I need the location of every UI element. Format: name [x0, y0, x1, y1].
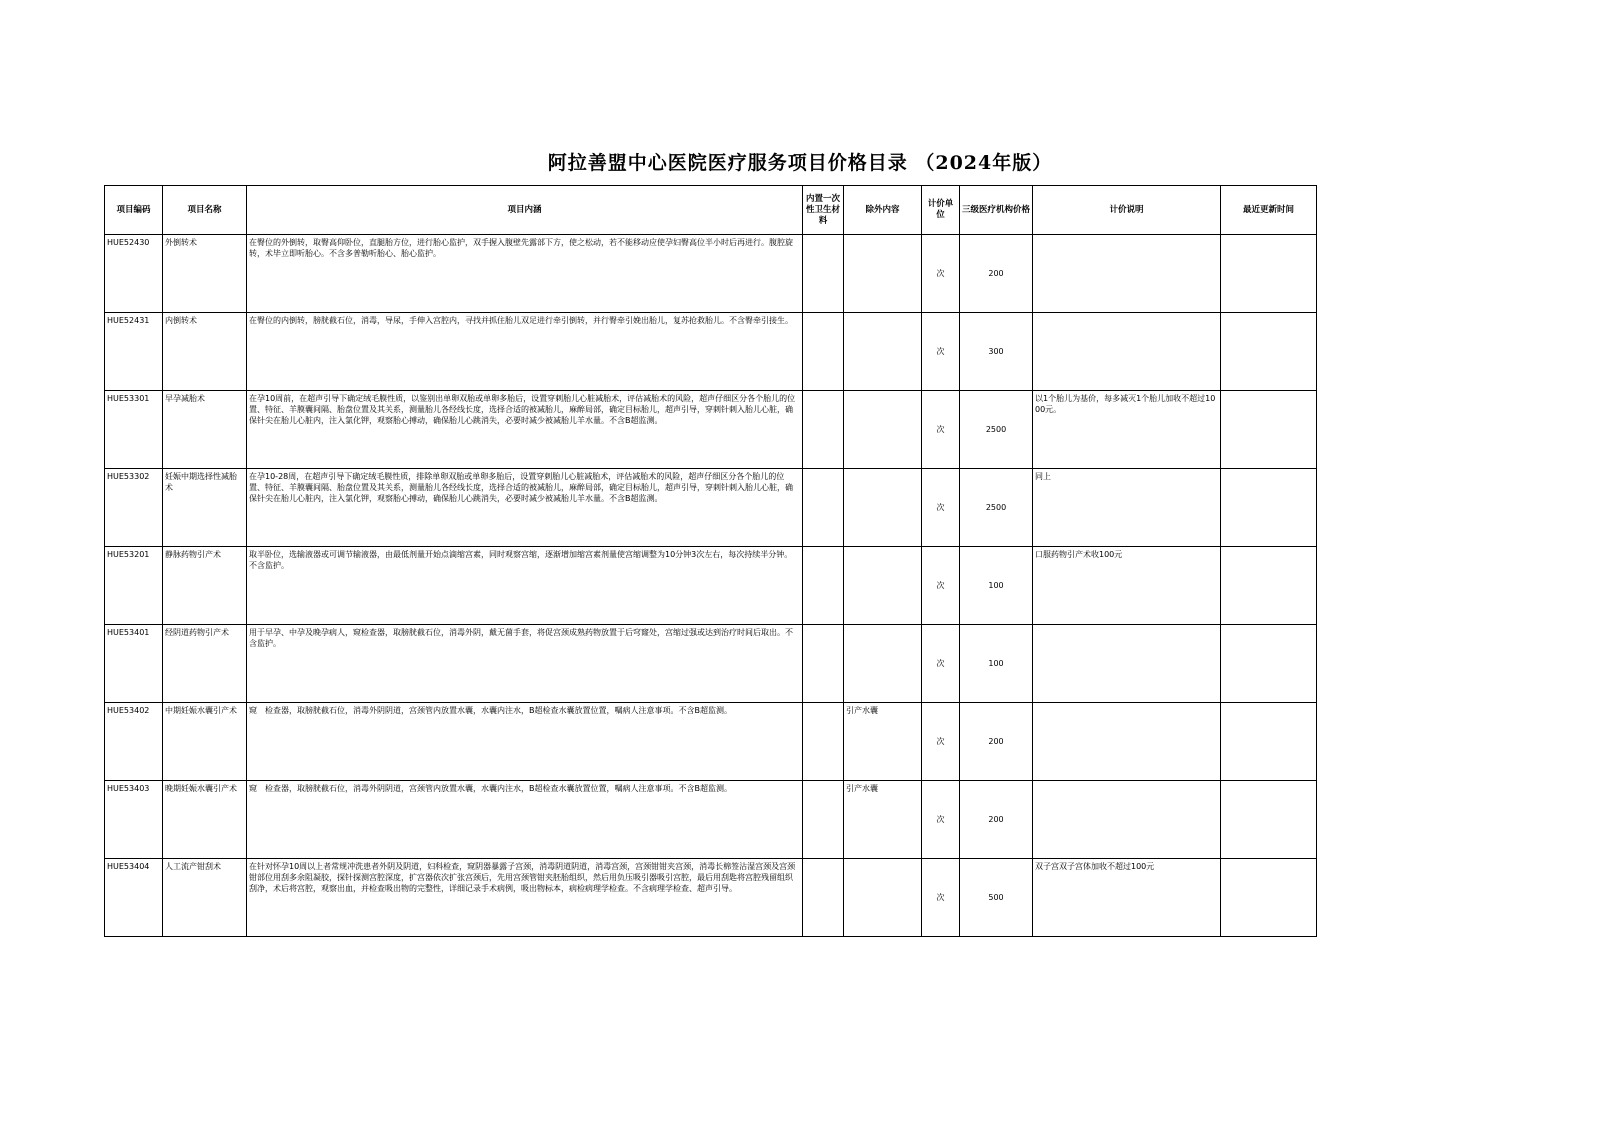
header-unit: 计价单位 [922, 186, 960, 235]
cell-notes [1033, 781, 1221, 859]
cell-notes [1033, 235, 1221, 313]
table-row [105, 235, 1317, 313]
cell-price: 2500 [960, 469, 1033, 547]
cell-code: HUE53402 [105, 703, 163, 781]
cell-unit: 次 [922, 703, 960, 781]
cell-materials [803, 547, 844, 625]
cell-materials [803, 469, 844, 547]
cell-unit: 次 [922, 235, 960, 313]
header-code: 项目编码 [105, 186, 163, 235]
cell-code: HUE53401 [105, 625, 163, 703]
cell-exclusions [844, 391, 922, 469]
cell-unit: 次 [922, 547, 960, 625]
header-exclusions: 除外内容 [844, 186, 922, 235]
cell-code: HUE53201 [105, 547, 163, 625]
cell-content: 用于早孕、中孕及晚孕病人，窥检查器，取膀胱截石位，消毒外阴，戴无菌手套，将促宫颈成熟药物放置于后穹窿处，宫缩过强或达到治疗时间后取出。不含监护。 [247, 625, 803, 703]
header-materials: 内置一次性卫生材料 [803, 186, 844, 235]
cell-code: HUE52430 [105, 235, 163, 313]
cell-code: HUE53404 [105, 859, 163, 937]
cell-price: 500 [960, 859, 1033, 937]
cell-notes: 口服药物引产术收100元 [1033, 547, 1221, 625]
cell-price: 200 [960, 781, 1033, 859]
table-body [105, 235, 1317, 937]
cell-price: 100 [960, 625, 1033, 703]
cell-notes [1033, 625, 1221, 703]
table-row [105, 313, 1317, 391]
cell-name: 人工流产钳刮术 [163, 859, 247, 937]
cell-exclusions [844, 235, 922, 313]
cell-updated [1221, 859, 1317, 937]
table-row [105, 859, 1317, 937]
cell-price: 100 [960, 547, 1033, 625]
cell-unit: 次 [922, 859, 960, 937]
cell-name: 经阴道药物引产术 [163, 625, 247, 703]
cell-updated [1221, 391, 1317, 469]
cell-updated [1221, 781, 1317, 859]
header-name: 项目名称 [163, 186, 247, 235]
cell-updated [1221, 703, 1317, 781]
cell-exclusions [844, 313, 922, 391]
cell-unit: 次 [922, 391, 960, 469]
cell-content: 窥 检查器，取膀胱截石位，消毒外阴阴道，宫颈管内放置水囊，水囊内注水，B超检查水囊放置位置，嘱病人注意事项。不含B超监测。 [247, 703, 803, 781]
table-row [105, 625, 1317, 703]
table-row [105, 547, 1317, 625]
cell-exclusions: 引产水囊 [844, 781, 922, 859]
cell-materials [803, 703, 844, 781]
cell-content: 在臀位的外倒转，取臀高仰卧位，直腿胎方位，进行胎心监护，双手握入腹壁先露部下方，使之松动，若不能移动应使孕妇臀高位半小时后再进行。腹腔旋转，术毕立即听胎心。不含多普勒听胎心、胎心监护。 [247, 235, 803, 313]
header-content: 项目内涵 [247, 186, 803, 235]
cell-price: 300 [960, 313, 1033, 391]
cell-code: HUE53302 [105, 469, 163, 547]
cell-unit: 次 [922, 781, 960, 859]
cell-name: 中期妊娠水囊引产术 [163, 703, 247, 781]
cell-materials [803, 391, 844, 469]
cell-materials [803, 235, 844, 313]
cell-content: 在孕10周前，在超声引导下确定绒毛膜性质，以鉴别出单卵双胎或单卵多胎后，设置穿刺胎儿心脏减胎术，评估减胎术的风险，超声仔细区分各个胎儿的位置、特征、羊膜囊间隔、胎盘位置及其关系，测量胎儿各经线长度，选择合适的被减胎儿，麻醉局部，确定目标胎儿，超声引导，穿刺针刺入胎儿心脏，确保针尖在胎儿心脏内，注入氯化钾，观察胎心搏动，确保胎儿心跳消失，必要时减少被减胎儿羊水量。不含B超监测。 [247, 391, 803, 469]
cell-content: 在臀位的内倒转，膀胱截石位，消毒，导尿，手伸入宫腔内，寻找并抓住胎儿双足进行牵引倒转，并行臀牵引娩出胎儿，复苏抢救胎儿。不含臀牵引接生。 [247, 313, 803, 391]
cell-name: 静脉药物引产术 [163, 547, 247, 625]
cell-code: HUE53301 [105, 391, 163, 469]
header-notes: 计价说明 [1033, 186, 1221, 235]
cell-unit: 次 [922, 625, 960, 703]
table-row [105, 703, 1317, 781]
cell-notes [1033, 703, 1221, 781]
cell-code: HUE52431 [105, 313, 163, 391]
cell-materials [803, 859, 844, 937]
cell-unit: 次 [922, 313, 960, 391]
cell-updated [1221, 235, 1317, 313]
cell-price: 200 [960, 703, 1033, 781]
cell-exclusions [844, 547, 922, 625]
cell-price: 200 [960, 235, 1033, 313]
table-row [105, 781, 1317, 859]
cell-notes: 以1个胎儿为基价，每多减灭1个胎儿加收不超过1000元。 [1033, 391, 1221, 469]
cell-exclusions [844, 469, 922, 547]
cell-materials [803, 781, 844, 859]
cell-unit: 次 [922, 469, 960, 547]
cell-updated [1221, 625, 1317, 703]
cell-name: 早孕减胎术 [163, 391, 247, 469]
cell-notes [1033, 313, 1221, 391]
header-updated: 最近更新时间 [1221, 186, 1317, 235]
cell-notes: 双子宫双子宫体加收不超过100元 [1033, 859, 1221, 937]
cell-updated [1221, 469, 1317, 547]
table-row [105, 469, 1317, 547]
cell-updated [1221, 313, 1317, 391]
cell-exclusions [844, 859, 922, 937]
table-header-row [105, 186, 1317, 235]
cell-updated [1221, 547, 1317, 625]
cell-content: 取半卧位，选输液器或可调节输液器，由最低剂量开始点滴缩宫素，同时观察宫缩，逐渐增加缩宫素剂量使宫缩调整为10分钟3次左右，每次持续半分钟。不含监护。 [247, 547, 803, 625]
cell-exclusions: 引产水囊 [844, 703, 922, 781]
document-title: 阿拉善盟中心医院医疗服务项目价格目录 （2024年版） [547, 152, 1053, 174]
cell-content: 窥 检查器，取膀胱截石位，消毒外阴阴道，宫颈管内放置水囊，水囊内注水，B超检查水囊放置位置，嘱病人注意事项。不含B超监测。 [247, 781, 803, 859]
cell-notes: 同上 [1033, 469, 1221, 547]
cell-exclusions [844, 625, 922, 703]
cell-name: 晚期妊娠水囊引产术 [163, 781, 247, 859]
cell-content: 在孕10-28周，在超声引导下确定绒毛膜性质，排除单卵双胎或单卵多胎后，设置穿刺胎儿心脏减胎术，评估减胎术的风险，超声仔细区分各个胎儿的位置、特征、羊膜囊间隔、胎盘位置及其关系，测量胎儿各经线长度，选择合适的被减胎儿，麻醉局部，确定目标胎儿，超声引导，穿刺针刺入胎儿心脏，确保针尖在胎儿心脏内，注入氯化钾，观察胎心搏动，确保胎儿心跳消失，必要时减少被减胎儿羊水量。不含B超监测。 [247, 469, 803, 547]
cell-materials [803, 625, 844, 703]
cell-code: HUE53403 [105, 781, 163, 859]
header-price: 三级医疗机构价格 [960, 186, 1033, 235]
cell-name: 外倒转术 [163, 235, 247, 313]
cell-name: 妊娠中期选择性减胎术 [163, 469, 247, 547]
price-table [104, 185, 1317, 937]
cell-content: 在针对怀孕10周以上者常规冲洗患者外阴及阴道，妇科检查，窥阴器暴露子宫颈，消毒阴道阴道，消毒宫颈，宫颈钳钳夹宫颈，消毒长棉签沾湿宫颈及宫颈钳部位用刮多余阻凝胶，探针探测宫腔深度，扩宫器依次扩张宫颈后，先用宫颈管钳夹胚胎组织，然后用负压吸引器吸引宫腔，最后用刮匙将宫腔残留组织刮净，术后将宫腔，观察出血，并检查吸出物的完整性，详细记录手术病例，吸出物标本，病检病理学检查。不含病理学检查、超声引导。 [247, 859, 803, 937]
table-row [105, 391, 1317, 469]
cell-name: 内倒转术 [163, 313, 247, 391]
cell-materials [803, 313, 844, 391]
cell-price: 2500 [960, 391, 1033, 469]
